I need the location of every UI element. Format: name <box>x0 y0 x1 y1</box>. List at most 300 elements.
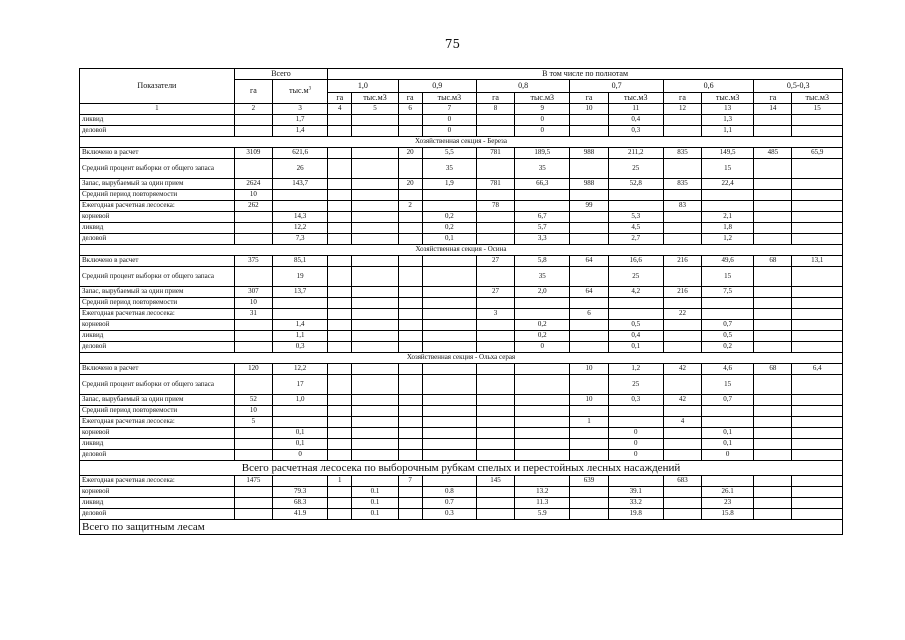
table-cell <box>608 201 663 212</box>
table-cell <box>754 267 792 287</box>
table-cell <box>398 159 422 179</box>
table-cell <box>422 364 476 375</box>
table-row <box>80 256 843 267</box>
table-cell <box>570 223 608 234</box>
table-cell <box>515 375 570 395</box>
table-cell <box>702 201 754 212</box>
table-cell: 189,5 <box>515 148 570 159</box>
table-cell <box>398 298 422 309</box>
table-cell: 85,1 <box>272 256 327 267</box>
table-cell <box>234 331 272 342</box>
table-cell <box>422 267 476 287</box>
table-cell <box>422 450 476 461</box>
table-cell <box>754 439 792 450</box>
table-cell: 35 <box>515 159 570 179</box>
table-cell <box>663 223 701 234</box>
table-cell <box>328 487 352 498</box>
table-cell <box>398 498 422 509</box>
table-cell: 35 <box>515 267 570 287</box>
table-cell: 64 <box>570 256 608 267</box>
table-row <box>80 331 843 342</box>
table-cell: 42 <box>663 364 701 375</box>
table-cell: 485 <box>754 148 792 159</box>
table-cell: 0,4 <box>608 331 663 342</box>
row-label: деловой <box>80 509 235 520</box>
table-row <box>80 364 843 375</box>
table-cell <box>234 320 272 331</box>
table-cell: 0,1 <box>422 234 476 245</box>
table-cell <box>792 179 843 190</box>
table-cell: 1,7 <box>272 115 327 126</box>
table-cell <box>328 439 352 450</box>
row-label: деловой <box>80 342 235 353</box>
table-cell <box>398 364 422 375</box>
row-label: ликвид <box>80 498 235 509</box>
table-cell <box>328 298 352 309</box>
table-cell <box>792 417 843 428</box>
table-cell <box>754 375 792 395</box>
table-cell: 0,4 <box>608 115 663 126</box>
table-cell: 0,1 <box>702 439 754 450</box>
table-cell <box>476 298 514 309</box>
table-cell <box>476 450 514 461</box>
table-cell <box>352 331 398 342</box>
table-cell: 25 <box>608 159 663 179</box>
table-cell: 0 <box>608 450 663 461</box>
table-cell <box>476 159 514 179</box>
table-cell <box>398 190 422 201</box>
table-cell <box>570 320 608 331</box>
table-cell <box>234 126 272 137</box>
table-cell <box>352 115 398 126</box>
table-cell: 0,5 <box>608 320 663 331</box>
table-cell: 120 <box>234 364 272 375</box>
table-cell <box>476 439 514 450</box>
table-cell <box>754 417 792 428</box>
table-cell <box>398 212 422 223</box>
header-total-m3-sup: 3 <box>308 86 312 92</box>
table-cell <box>422 256 476 267</box>
table-cell <box>352 320 398 331</box>
table-cell <box>328 148 352 159</box>
table-cell <box>398 406 422 417</box>
table-cell: 52,8 <box>608 179 663 190</box>
header-total-m3 <box>272 80 327 104</box>
header-indicators: Показатели <box>80 69 235 104</box>
subheader-m3: тыс.м3 <box>792 93 843 104</box>
table-cell: 262 <box>234 201 272 212</box>
table-cell: 835 <box>663 148 701 159</box>
table-cell <box>515 450 570 461</box>
column-number: 5 <box>352 104 398 115</box>
table-cell <box>608 417 663 428</box>
table-cell <box>663 509 701 520</box>
table-cell: 683 <box>663 476 701 487</box>
table-cell: 83 <box>663 201 701 212</box>
table-cell: 14,3 <box>272 212 327 223</box>
table-cell <box>792 234 843 245</box>
table-row <box>80 298 843 309</box>
table-cell <box>754 201 792 212</box>
table-cell: 20 <box>398 179 422 190</box>
subheader-ha: га <box>663 93 701 104</box>
table-cell <box>234 342 272 353</box>
table-cell <box>754 406 792 417</box>
table-cell <box>570 190 608 201</box>
column-number: 2 <box>234 104 272 115</box>
table-cell <box>398 450 422 461</box>
table-cell: 49,6 <box>702 256 754 267</box>
table-cell <box>792 450 843 461</box>
table-cell <box>570 115 608 126</box>
row-label: Включено в расчет <box>80 364 235 375</box>
table-cell: 0.1 <box>352 498 398 509</box>
table-row <box>80 201 843 212</box>
table-cell <box>515 428 570 439</box>
table-cell <box>234 375 272 395</box>
table-cell <box>234 509 272 520</box>
table-cell <box>663 406 701 417</box>
table-cell <box>398 439 422 450</box>
table-cell <box>754 223 792 234</box>
table-row <box>80 395 843 406</box>
table-row <box>80 439 843 450</box>
header-total: Всего <box>234 69 327 80</box>
table-cell: 13.2 <box>515 487 570 498</box>
header-density: 0,6 <box>663 80 753 93</box>
table-cell: 22,4 <box>702 179 754 190</box>
table-cell: 15.8 <box>702 509 754 520</box>
table-cell <box>702 406 754 417</box>
table-cell <box>328 159 352 179</box>
table-cell <box>328 287 352 298</box>
table-cell <box>570 406 608 417</box>
header-density: 0,9 <box>398 80 476 93</box>
table-cell <box>328 498 352 509</box>
table-cell <box>328 223 352 234</box>
table-row <box>80 309 843 320</box>
column-number: 15 <box>792 104 843 115</box>
table-cell: 0,7 <box>702 320 754 331</box>
table-cell <box>398 487 422 498</box>
table-row <box>80 287 843 298</box>
section-heading-row <box>80 353 843 364</box>
table-cell: 1,1 <box>702 126 754 137</box>
table-cell <box>272 406 327 417</box>
table-cell <box>792 395 843 406</box>
table-cell <box>398 375 422 395</box>
table-cell <box>234 498 272 509</box>
table-cell <box>234 487 272 498</box>
table-cell <box>422 439 476 450</box>
table-cell: 1,0 <box>272 395 327 406</box>
table-cell <box>328 509 352 520</box>
table-cell <box>754 450 792 461</box>
table-cell: 0.1 <box>352 509 398 520</box>
table-cell <box>754 320 792 331</box>
subheader-ha: га <box>754 93 792 104</box>
table-cell: 0,3 <box>608 126 663 137</box>
table-cell: 0,2 <box>515 320 570 331</box>
row-label: Средний период повторяемости <box>80 190 235 201</box>
table-cell: 0,1 <box>608 342 663 353</box>
table-cell <box>515 190 570 201</box>
table-cell <box>570 159 608 179</box>
table-cell <box>570 342 608 353</box>
table-cell <box>663 342 701 353</box>
table-cell <box>663 212 701 223</box>
table-cell: 1 <box>570 417 608 428</box>
row-label: Запас, вырубаемый за один прием <box>80 287 235 298</box>
table-cell <box>328 375 352 395</box>
table-cell <box>328 256 352 267</box>
table-cell <box>398 342 422 353</box>
table-cell <box>476 406 514 417</box>
table-cell <box>234 267 272 287</box>
table-cell: 781 <box>476 179 514 190</box>
table-cell <box>476 342 514 353</box>
table-cell: 375 <box>234 256 272 267</box>
table-cell <box>352 375 398 395</box>
table-cell <box>754 179 792 190</box>
subheader-ha: га <box>398 93 422 104</box>
table-cell <box>476 126 514 137</box>
table-cell: 1,8 <box>702 223 754 234</box>
table-cell <box>663 190 701 201</box>
table-cell <box>398 320 422 331</box>
table-cell <box>570 439 608 450</box>
table-cell <box>792 342 843 353</box>
section-heading: Хозяйственная секция - Ольха серая <box>80 353 843 364</box>
table-cell <box>608 309 663 320</box>
subheader-ha: га <box>570 93 608 104</box>
table-cell <box>352 417 398 428</box>
table-cell: 4,5 <box>608 223 663 234</box>
row-label: Средний период повторяемости <box>80 406 235 417</box>
row-label: Включено в расчет <box>80 148 235 159</box>
header-including: В том числе по полнотам <box>328 69 843 80</box>
subheader-ha: га <box>476 93 514 104</box>
table-cell <box>352 287 398 298</box>
table-cell <box>328 267 352 287</box>
table-cell: 68 <box>754 256 792 267</box>
forest-cutting-table <box>79 68 843 535</box>
table-cell <box>792 287 843 298</box>
table-cell <box>792 320 843 331</box>
section-heading: Хозяйственная секция - Береза <box>80 137 843 148</box>
table-cell <box>352 428 398 439</box>
row-label: Запас, вырубаемый за один прием <box>80 395 235 406</box>
table-cell: 621,6 <box>272 148 327 159</box>
table-cell <box>352 159 398 179</box>
table-cell <box>476 190 514 201</box>
table-cell: 1,1 <box>272 331 327 342</box>
table-cell <box>234 223 272 234</box>
table-cell: 6 <box>570 309 608 320</box>
table-row <box>80 476 843 487</box>
table-cell <box>352 212 398 223</box>
table-cell <box>702 309 754 320</box>
protective-forests-total: Всего по защитным лесам <box>80 520 843 535</box>
row-label: Средний процент выборки от общего запаса <box>80 375 235 395</box>
table-cell: 12,2 <box>272 223 327 234</box>
table-cell: 19.8 <box>608 509 663 520</box>
table-cell <box>754 395 792 406</box>
column-number: 4 <box>328 104 352 115</box>
table-cell: 7,5 <box>702 287 754 298</box>
table-cell <box>352 450 398 461</box>
table-cell: 0,3 <box>608 395 663 406</box>
table-cell <box>570 212 608 223</box>
table-cell: 13,7 <box>272 287 327 298</box>
table-cell <box>663 450 701 461</box>
table-cell: 211,2 <box>608 148 663 159</box>
table-cell: 143,7 <box>272 179 327 190</box>
table-cell <box>570 450 608 461</box>
table-row <box>80 267 843 287</box>
table-cell <box>792 115 843 126</box>
table-cell <box>476 509 514 520</box>
table-cell <box>570 298 608 309</box>
table-cell <box>234 212 272 223</box>
table-cell <box>792 223 843 234</box>
table-cell <box>476 234 514 245</box>
table-cell <box>422 201 476 212</box>
table-cell: 4,2 <box>608 287 663 298</box>
table-cell <box>663 115 701 126</box>
table-cell <box>422 476 476 487</box>
table-cell: 5,8 <box>515 256 570 267</box>
table-cell: 835 <box>663 179 701 190</box>
table-cell: 5.9 <box>515 509 570 520</box>
table-cell <box>754 487 792 498</box>
protective-forests-total-row <box>80 520 843 535</box>
table-row <box>80 190 843 201</box>
table-cell <box>352 298 398 309</box>
table-cell <box>422 342 476 353</box>
row-label: Ежегодная расчетная лесосека: <box>80 309 235 320</box>
table-cell <box>515 406 570 417</box>
table-cell <box>792 428 843 439</box>
table-cell: 17 <box>272 375 327 395</box>
table-cell <box>352 223 398 234</box>
table-cell <box>352 364 398 375</box>
row-label: ликвид <box>80 439 235 450</box>
table-cell <box>608 476 663 487</box>
table-cell <box>754 428 792 439</box>
table-cell <box>234 115 272 126</box>
table-cell <box>792 267 843 287</box>
table-cell <box>328 320 352 331</box>
table-cell: 5 <box>234 417 272 428</box>
table-cell <box>663 298 701 309</box>
table-cell: 10 <box>234 406 272 417</box>
table-cell <box>663 428 701 439</box>
table-cell: 19 <box>272 267 327 287</box>
table-cell <box>792 212 843 223</box>
column-number: 8 <box>476 104 514 115</box>
table-cell <box>398 234 422 245</box>
table-cell <box>754 159 792 179</box>
column-number: 9 <box>515 104 570 115</box>
row-label: Включено в расчет <box>80 256 235 267</box>
table-cell: 0 <box>422 126 476 137</box>
table-cell: 1,2 <box>702 234 754 245</box>
table-row <box>80 223 843 234</box>
table-cell <box>515 298 570 309</box>
table-cell <box>234 450 272 461</box>
table-cell <box>352 309 398 320</box>
table-row <box>80 126 843 137</box>
table-cell <box>702 190 754 201</box>
table-cell <box>234 234 272 245</box>
table-cell <box>476 487 514 498</box>
table-cell <box>570 375 608 395</box>
table-cell <box>328 190 352 201</box>
table-cell: 2 <box>398 201 422 212</box>
table-cell <box>663 126 701 137</box>
page-number: 75 <box>444 37 461 51</box>
table-cell <box>570 487 608 498</box>
section-heading-row <box>80 137 843 148</box>
table-cell: 39.1 <box>608 487 663 498</box>
table-cell: 10 <box>570 364 608 375</box>
table-cell: 0,1 <box>272 439 327 450</box>
table-cell <box>663 234 701 245</box>
row-label: Средний период повторяемости <box>80 298 235 309</box>
section-heading: Хозяйственная секция - Осина <box>80 245 843 256</box>
row-label: Ежегодная расчетная лесосека: <box>80 201 235 212</box>
table-cell <box>754 212 792 223</box>
table-cell: 15 <box>702 159 754 179</box>
table-cell <box>352 179 398 190</box>
column-number: 11 <box>608 104 663 115</box>
table-cell: 0,3 <box>272 342 327 353</box>
table-cell <box>754 190 792 201</box>
table-cell <box>328 417 352 428</box>
table-cell <box>515 201 570 212</box>
table-cell <box>702 417 754 428</box>
table-cell <box>328 331 352 342</box>
table-cell: 0,2 <box>422 223 476 234</box>
table-cell: 6,4 <box>792 364 843 375</box>
table-cell <box>792 375 843 395</box>
table-row <box>80 342 843 353</box>
table-row <box>80 115 843 126</box>
table-row <box>80 234 843 245</box>
table-cell: 0 <box>608 439 663 450</box>
table-cell <box>663 498 701 509</box>
table-row <box>80 320 843 331</box>
table-cell <box>515 439 570 450</box>
table-cell <box>328 201 352 212</box>
table-cell: 0,2 <box>702 342 754 353</box>
table-cell <box>328 179 352 190</box>
table-cell: 27 <box>476 287 514 298</box>
table-cell <box>570 498 608 509</box>
table-cell <box>422 320 476 331</box>
table-cell: 15 <box>702 267 754 287</box>
table-cell <box>272 417 327 428</box>
table-cell <box>515 417 570 428</box>
table-cell <box>422 406 476 417</box>
table-row <box>80 509 843 520</box>
table-cell <box>328 342 352 353</box>
table-cell <box>570 234 608 245</box>
table-cell: 5,3 <box>608 212 663 223</box>
subheader-m3: тыс.м3 <box>352 93 398 104</box>
table-cell <box>328 115 352 126</box>
